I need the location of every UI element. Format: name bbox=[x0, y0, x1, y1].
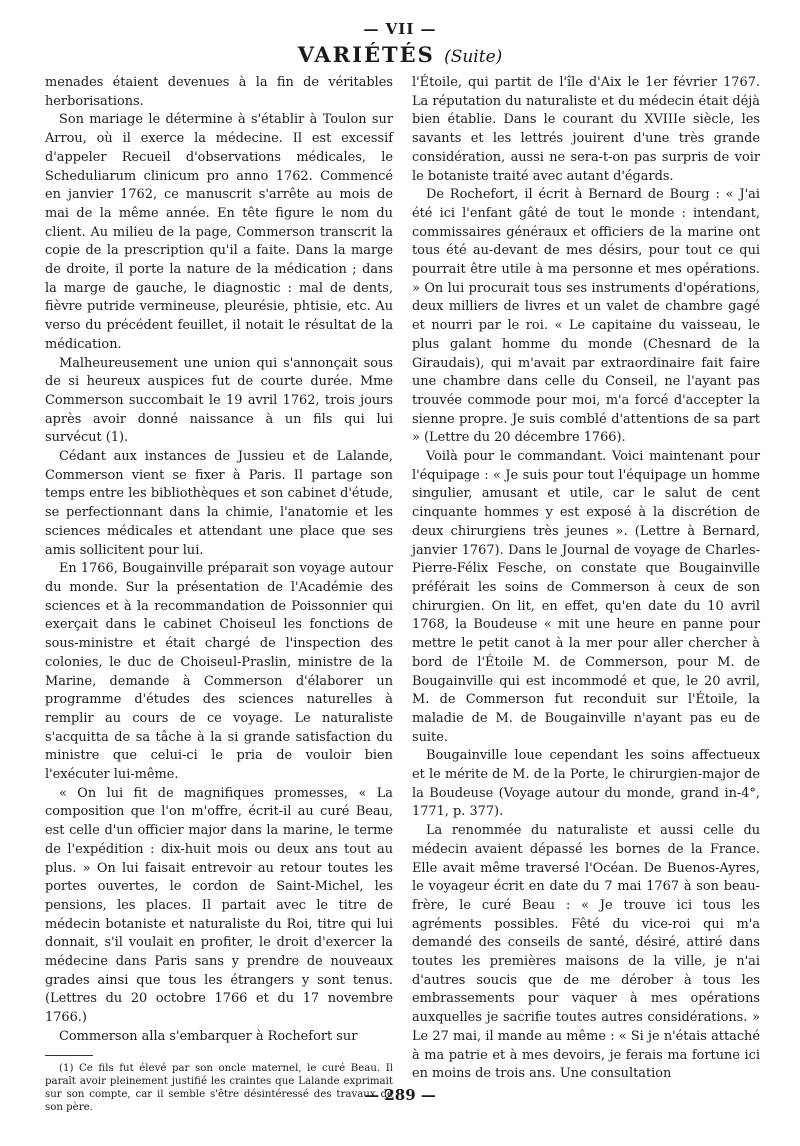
title-text: VARIÉTÉS bbox=[297, 42, 435, 67]
paragraph: Voilà pour le commandant. Voici maintenant pour l'équipage : « Je suis pour tout l'équipage un homme singulier, amusant et utile, car le salut de cent cinquante hommes y est exposé à la discrétion de deux chirurgiens très jeunes ». (Lettre à Bernard, janvier 1767). Dans le Journal de voyage de Charles-Pierre-Félix Fesche, on constate que Bougainville préférait les soins de Commerson à ceux de son chirurgien. On lit, en effet, qu'en date du 10 avril 1768, la Boudeuse « mit une heure en panne pour mettre le petit canot à la mer pour aller chercher à bord de l'Étoile M. de Commerson, pour M. de Bougainville qui est incommodé et que, le 20 avril, M. de Commerson fut reconduit sur l'Étoile, la maladie de M. de Bougainville n'ayant pas eu de suite. bbox=[412, 449, 760, 745]
roman-page-number: — VII — bbox=[363, 20, 437, 38]
paragraph: Son mariage le détermine à s'établir à Toulon sur Arrou, où il exerce la médecine. Il est excessif d'appeler Recueil d'observations médicales, le Scheduliarum clinicum pro anno 1762. Commencé en janvier 1762, ce manuscrit s'arrête au mois de mai de la même année. En tête figure le nom du client. Au milieu de la page, Commerson transcrit la copie de la prescription qu'il a faite. Dans la marge de droite, il porte la nature de la médication ; dans la marge de gauche, le diagnostic : mal de dents, fièvre putride vermineuse, pleurésie, phtisie, etc. Au verso du précédent feuillet, il notait le résultat de la médication. bbox=[45, 112, 393, 352]
left-column bbox=[45, 74, 393, 1113]
footnote: (1) Ce fils fut élevé par son oncle maternel, le curé Beau. Il paraît avoir pleinement justifié les craintes que Lalande exprimait sur son compte, car il semble s'être désintéressé des travaux de son père. bbox=[45, 1062, 393, 1113]
paragraph: menades étaient devenues à la fin de véritables herborisations. bbox=[45, 75, 393, 109]
paragraph: Malheureusement une union qui s'annonçait sous de si heureux auspices fut de courte durée. Mme Commerson succombait le 19 avril 1762, trois jours après avoir donné naissance à un fils qui lui survécut (1). bbox=[45, 355, 393, 446]
section-title bbox=[0, 42, 800, 67]
right-column bbox=[412, 74, 760, 1082]
paragraph: « On lui fit de magnifiques promesses, « La composition que l'on m'offre, écrit-il au curé Beau, est celle d'un officier major dans la marine, le terme de l'expédition : dix-huit mois ou deux ans tout au plus. » On lui faisait entrevoir au retour toutes les portes ouvertes, le cordon de Saint-Michel, les pensions, les places. Il partait avec le titre de médecin botaniste et naturaliste du Roi, titre qui lui donnait, s'il voulait en profiter, le droit d'exercer la médecine dans Paris sans y prendre de nouveaux grades ainsi que tous les étrangers y sont tenus. (Lettres du 20 octobre 1766 et du 17 novembre 1766.) bbox=[45, 785, 393, 1026]
page-number: — 289 — bbox=[364, 1086, 436, 1104]
paragraph: l'Étoile, qui partit de l'île d'Aix le 1er février 1767. La réputation du naturaliste et du médecin était déjà bien établie. Dans le courant du XVIIIe siècle, les savants et les lettrés jouirent d'une très grande considération, aussi ne sera-t-on pas surpris de voir le botaniste traité avec autant d'égards. bbox=[412, 75, 760, 184]
paragraph: De Rochefort, il écrit à Bernard de Bourg : « J'ai été ici l'enfant gâté de tout le monde : intendant, commissaires généraux et officiers de la marine ont tous été au-devant de mes désirs, pour tout ce qui pourrait être utile à ma personne et mes opérations. » On lui procurait tous ses instruments d'opérations, deux milliers de livres et un valet de chambre gagé et nourri par le roi. « Le capitaine du vaisseau, le plus galant homme du monde (Chesnard de la Giraudais), qui m'avait par extraordinaire fait faire une chambre dans celle du Conseil, ne l'ayant pas trouvée commode pour moi, m'a forcé d'accepter la sienne propre. Je suis comblé d'attentions de sa part » (Lettre du 20 décembre 1766). bbox=[412, 187, 760, 446]
paragraph: La renommée du naturaliste et aussi celle du médecin avaient dépassé les bornes de la France. Elle avait même traversé l'Océan. De Buenos-Ayres, le voyageur écrit en date du 7 mai 1767 à son beau-frère, le curé Beau : « Je trouve ici tous les agréments possibles. Fêté du vice-roi qui m'a demandé des conseils de santé, désiré, attiré dans toutes les premières maisons de la ville, je n'ai d'autres soucis que de me dérober à tous les embrassements pour vaquer à mes opérations auxquelles je sacrifie toutes autres considérations. » Le 27 mai, il mande au même : « Si je n'étais attaché à ma patrie et à mes devoirs, je ferais ma fortune ici en moins de trois ans. Une consultation bbox=[412, 823, 760, 1082]
paragraph: Bougainville loue cependant les soins affectueux et le mérite de M. de la Porte, le chirurgien-major de la Boudeuse (Voyage autour du monde, grand in-4°, 1771, p. 377). bbox=[412, 748, 760, 820]
footnote-divider bbox=[45, 1055, 93, 1056]
paragraph: Cédant aux instances de Jussieu et de Lalande, Commerson vient se fixer à Paris. Il partage son temps entre les bibliothèques et son cabinet d'étude, se perfectionnant dans la chimie, l'anatomie et les sciences médicales et attendant une place que ses amis sollicitent pour lui. bbox=[45, 449, 393, 558]
paragraph: Commerson alla s'embarquer à Rochefort sur bbox=[59, 1028, 358, 1044]
paragraph: En 1766, Bougainville préparait son voyage autour du monde. Sur la présentation de l'Académie des sciences et à la recommandation de Poissonnier qui exerçait dans le cabinet Choiseul les fonctions de sous-ministre et était chargé de l'inspection des colonies, le duc de Choiseul-Praslin, ministre de la Marine, demande à Commerson d'élaborer un programme d'études des sciences naturelles à remplir au cours de ce voyage. Le naturaliste s'acquitta de sa tâche à la si grande satisfaction du ministre que celui-ci le pria de vouloir bien l'exécuter lui-même. bbox=[45, 561, 393, 783]
title-suite: (Suite) bbox=[444, 47, 503, 67]
